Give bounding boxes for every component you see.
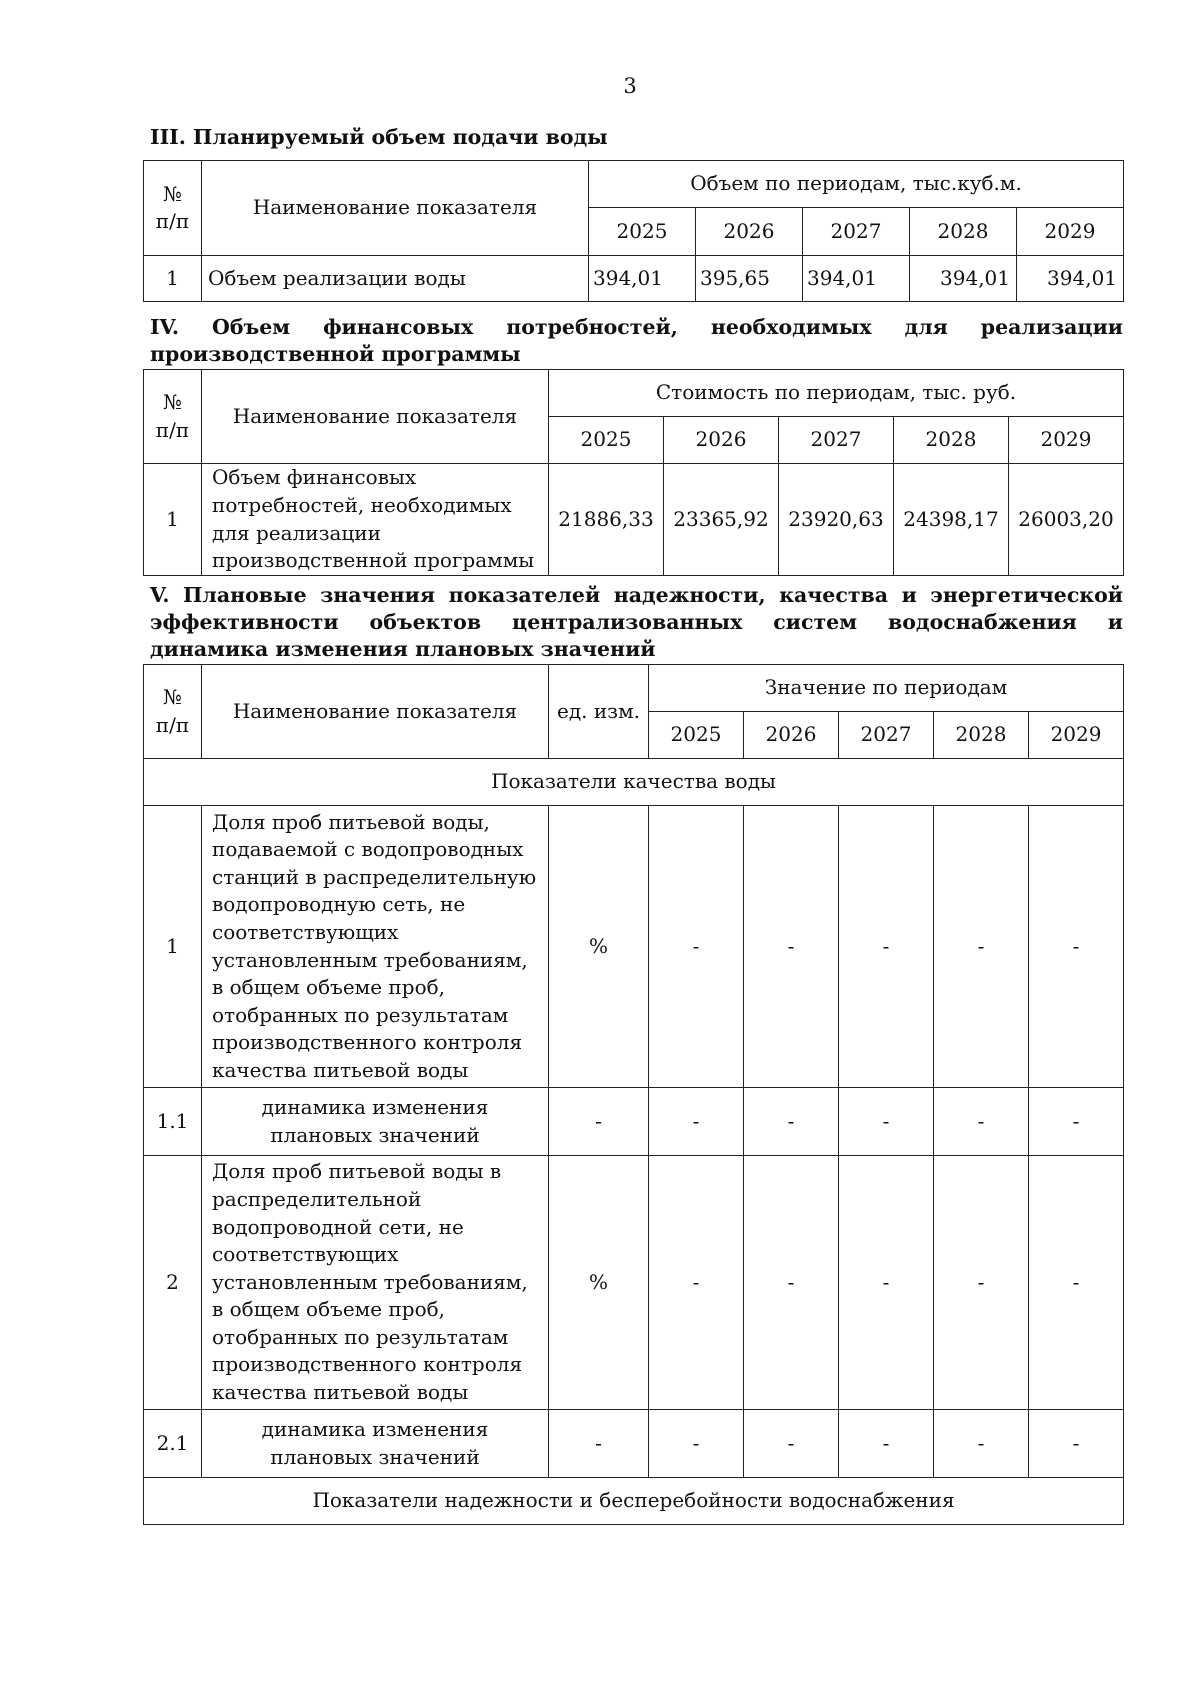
row-value: 23920,63 — [779, 464, 894, 576]
row-value: - — [744, 1088, 839, 1156]
row-value: 394,01 — [910, 256, 1017, 302]
row-value: - — [744, 1410, 839, 1478]
row-name: динамика изменения плановых значений — [202, 1088, 549, 1156]
row-value: - — [1029, 1156, 1124, 1410]
header-year: 2026 — [744, 712, 839, 759]
table-row — [144, 464, 1124, 576]
row-value: - — [649, 1088, 744, 1156]
header-year: 2026 — [664, 417, 779, 464]
row-value: - — [649, 1410, 744, 1478]
row-value: - — [744, 1156, 839, 1410]
row-value: - — [839, 806, 934, 1088]
row-value: - — [934, 1410, 1029, 1478]
row-value: 394,01 — [803, 256, 910, 302]
header-num: № п/п — [144, 665, 202, 759]
header-num: № п/п — [144, 370, 202, 464]
header-name: Наименование показателя — [202, 665, 549, 759]
row-name: Объем финансовых потребностей, необходимых для реализации производственной программы — [202, 464, 549, 576]
row-value: - — [934, 1156, 1029, 1410]
header-year: 2029 — [1009, 417, 1124, 464]
row-value: 394,01 — [589, 256, 696, 302]
table-row — [144, 256, 1124, 302]
group-row — [144, 1478, 1124, 1525]
header-year: 2025 — [549, 417, 664, 464]
row-name: Объем реализации воды — [202, 256, 589, 302]
row-value: 21886,33 — [549, 464, 664, 576]
header-year: 2028 — [910, 208, 1017, 256]
table-row — [144, 806, 1124, 1088]
page-number: 3 — [623, 74, 637, 98]
header-year: 2028 — [934, 712, 1029, 759]
section3-title: III. Планируемый объем подачи воды — [150, 125, 608, 149]
row-value: - — [839, 1088, 934, 1156]
header-year: 2027 — [803, 208, 910, 256]
indicators-table — [143, 664, 1124, 1525]
row-value: - — [744, 806, 839, 1088]
table-row — [144, 1088, 1124, 1156]
row-name: Доля проб питьевой воды, подаваемой с водопроводных станций в распределительную водопроводную сеть, не соответствующих установленным требованиям, в общем объеме проб, отобранных по результатам производственного контроля качества питьевой воды — [202, 806, 549, 1088]
header-year: 2027 — [839, 712, 934, 759]
header-year: 2025 — [589, 208, 696, 256]
section5-title: V. Плановые значения показателей надежности, качества и энергетической эффективности объектов централизованных систем водоснабжения и динамика изменения плановых значений — [150, 583, 1123, 661]
row-value: 23365,92 — [664, 464, 779, 576]
header-year: 2026 — [696, 208, 803, 256]
row-num: 1 — [144, 806, 202, 1088]
header-name: Наименование показателя — [202, 161, 589, 256]
row-unit: - — [549, 1088, 649, 1156]
header-year: 2029 — [1029, 712, 1124, 759]
row-value: 394,01 — [1017, 256, 1124, 302]
row-num: 2.1 — [144, 1410, 202, 1478]
header-num: № п/п — [144, 161, 202, 256]
table-row — [144, 1410, 1124, 1478]
row-unit: % — [549, 806, 649, 1088]
header-period-group: Стоимость по периодам, тыс. руб. — [549, 370, 1124, 417]
section4-title: IV. Объем финансовых потребностей, необходимых для реализации производственной программы — [150, 315, 1123, 366]
header-period-group: Объем по периодам, тыс.куб.м. — [589, 161, 1124, 208]
row-value: 26003,20 — [1009, 464, 1124, 576]
row-value: - — [839, 1156, 934, 1410]
row-value: - — [839, 1410, 934, 1478]
row-name: динамика изменения плановых значений — [202, 1410, 549, 1478]
row-unit: - — [549, 1410, 649, 1478]
row-num: 2 — [144, 1156, 202, 1410]
header-name: Наименование показателя — [202, 370, 549, 464]
header-year: 2025 — [649, 712, 744, 759]
row-value: - — [649, 806, 744, 1088]
header-year: 2028 — [894, 417, 1009, 464]
financial-needs-table — [143, 369, 1124, 576]
header-year: 2029 — [1017, 208, 1124, 256]
header-year: 2027 — [779, 417, 894, 464]
table-row — [144, 1156, 1124, 1410]
group-quality-label: Показатели качества воды — [144, 759, 1124, 806]
row-value: - — [1029, 806, 1124, 1088]
header-period-group: Значение по периодам — [649, 665, 1124, 712]
row-value: - — [934, 806, 1029, 1088]
row-value: 24398,17 — [894, 464, 1009, 576]
row-value: - — [1029, 1088, 1124, 1156]
row-value: - — [1029, 1410, 1124, 1478]
water-supply-table — [143, 160, 1124, 302]
header-unit: ед. изм. — [549, 665, 649, 759]
row-unit: % — [549, 1156, 649, 1410]
group-reliability-label: Показатели надежности и бесперебойности водоснабжения — [144, 1478, 1124, 1525]
group-row — [144, 759, 1124, 806]
row-num: 1 — [144, 256, 202, 302]
row-value: - — [934, 1088, 1029, 1156]
row-num: 1.1 — [144, 1088, 202, 1156]
row-num: 1 — [144, 464, 202, 576]
row-value: 395,65 — [696, 256, 803, 302]
row-name: Доля проб питьевой воды в распределительной водопроводной сети, не соответствующих установленным требованиям, в общем объеме проб, отобранных по результатам производственного контроля качества питьевой воды — [202, 1156, 549, 1410]
row-value: - — [649, 1156, 744, 1410]
